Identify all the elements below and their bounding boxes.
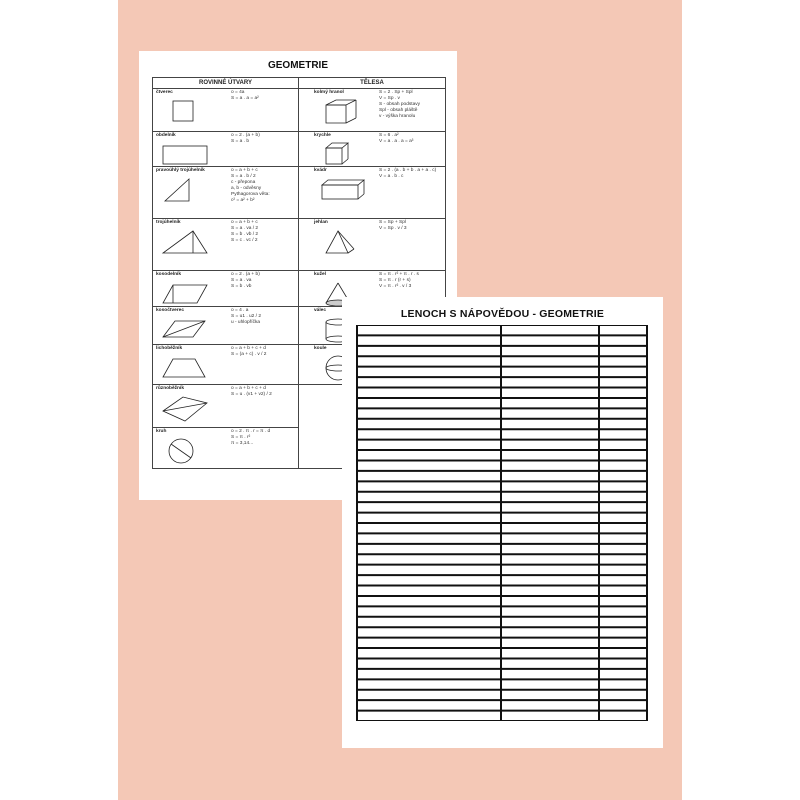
solid-name: kvádr — [314, 168, 327, 173]
shape-formulas: o = 2 . π . r = π . d S = π . r² π = 3,14... — [231, 429, 271, 446]
header-divider — [153, 88, 445, 89]
row-divider — [153, 306, 298, 307]
solid-name: válec — [314, 308, 327, 313]
shape-name: trojúhelník — [156, 220, 181, 225]
para-figure — [159, 279, 211, 309]
tri-figure — [159, 227, 211, 257]
row-divider — [153, 166, 298, 167]
shape-name: různoběžník — [156, 386, 184, 391]
solid-formulas: S = π . r² + π . r . s S = π . r (r + s) V = π . r² . v / 3 — [379, 272, 419, 289]
shape-formulas: o = a + b + c S = a . b / 2 c - přepona a, b - odvěsny Pythagorova věta: c² = a² + b² — [231, 168, 270, 203]
shape-formulas: o = a + b + c + d S = (a + c) . v / 2 — [231, 346, 267, 357]
solid-name: krychle — [314, 133, 331, 138]
row-divider — [153, 131, 298, 132]
sheet-title: LENOCH S NÁPOVĚDOU - GEOMETRIE — [400, 308, 605, 320]
solid-name: jehlan — [314, 220, 328, 225]
shape-name: kosodelník — [156, 272, 182, 277]
shape-name: pravoúhlý trojúhelník — [156, 168, 205, 173]
solid-name: kužel — [314, 272, 326, 277]
quad-figure — [159, 393, 211, 423]
row-divider — [153, 384, 298, 385]
square-figure — [159, 97, 211, 127]
row-divider — [153, 344, 298, 345]
shape-formulas: o = a + b + c S = a . va / 2 S = b . vb / 2 S = c . vc / 2 — [231, 220, 259, 243]
shape-formulas: o = a + b + c + d S = u . (v1 + v2) / 2 — [231, 386, 272, 397]
prism-figure — [316, 97, 368, 127]
lenoch-sheet — [342, 297, 663, 748]
solid-formulas: S = 2 . (a . b + b . a + a . c) V = a . b . c — [379, 168, 437, 179]
header-planar-shapes: ROVINNÉ ÚTVARY — [198, 80, 252, 86]
shape-formulas: o = 2 . (a + b) S = a . b — [231, 133, 260, 144]
solid-name: kolmý hranol — [314, 90, 344, 95]
row-divider — [298, 131, 445, 132]
pyramid-figure — [316, 227, 368, 257]
shape-name: kruh — [156, 429, 167, 434]
row-divider — [298, 166, 445, 167]
shape-formulas: o = 4a S = a . a = a² — [231, 90, 259, 101]
shape-formulas: o = 4 . a S = u1 . u2 / 2 u - uhlopříčka — [231, 308, 262, 325]
trap-figure — [159, 353, 211, 383]
shape-name: lichoběžník — [156, 346, 183, 351]
row-divider — [153, 427, 298, 428]
lenoch-grid — [356, 325, 648, 721]
solid-formulas: S = Sp + Spl V = Sp . v / 3 — [379, 220, 407, 231]
circle-figure — [159, 436, 211, 466]
row-divider — [153, 218, 298, 219]
shape-name: kosočtverec — [156, 308, 184, 313]
solid-formulas: S = 6 . a² V = a . a . a = a³ — [379, 133, 414, 144]
sheet-title: GEOMETRIE — [267, 60, 328, 71]
column-divider — [298, 78, 299, 468]
header-solids: TĚLESA — [360, 80, 384, 86]
rhomb-figure — [159, 315, 211, 345]
cuboid-figure — [316, 175, 368, 205]
row-divider — [298, 218, 445, 219]
shape-name: čtverec — [156, 90, 173, 95]
shape-formulas: o = 2 . (a + b) S = a . va S = b . vb — [231, 272, 260, 289]
row-divider — [153, 270, 298, 271]
right-tri-figure — [159, 175, 211, 205]
solid-formulas: S = 2 . Sp + Spl V = Sp . v S - obsah podstavy Spl - obsah pláště v - výška hranolu — [379, 90, 421, 119]
solid-name: koule — [314, 346, 327, 351]
shape-name: obdelník — [156, 133, 176, 138]
row-divider — [298, 270, 445, 271]
